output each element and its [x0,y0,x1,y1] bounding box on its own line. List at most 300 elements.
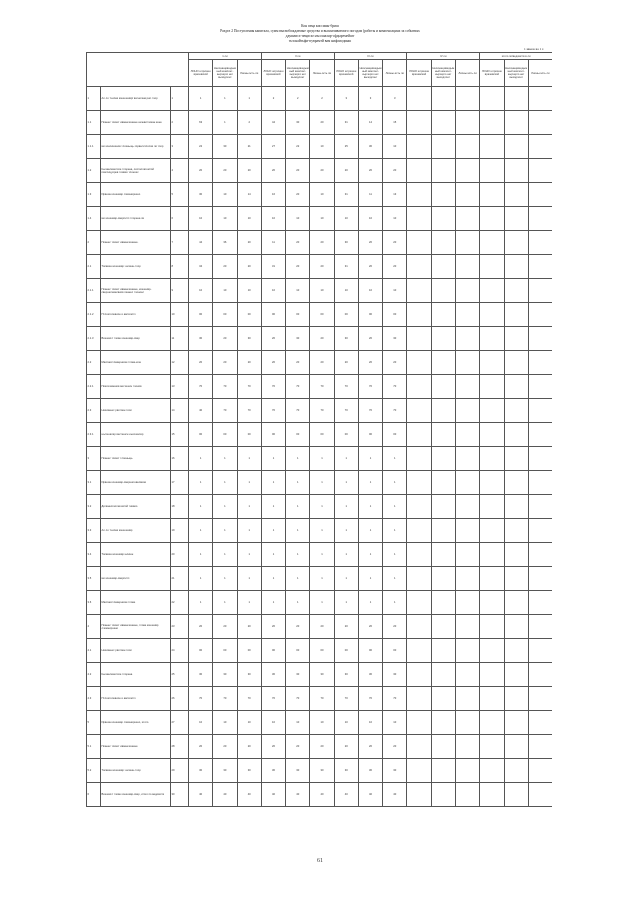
row-value [431,303,455,327]
row-value: 30 [286,759,310,783]
row-code: 27 [171,711,189,735]
row-value: 40 [213,783,237,807]
row-value [407,471,431,495]
row-value: 00 [261,639,285,663]
row-value [504,615,528,639]
head-column: Неоснащившдымный кемлонт-кырчерго нет вызодлонт [431,60,455,87]
row-value: 10 [358,279,382,303]
row-value: 1 [358,567,382,591]
row-value [480,231,504,255]
row-value [407,207,431,231]
row-value [431,327,455,351]
row-value: 20 [383,615,407,639]
row-value: 1 [334,495,358,519]
row-value [455,615,479,639]
row-value: 1 [237,471,261,495]
row-value: 40 [310,783,334,807]
row-value: 1 [334,591,358,615]
row-value [407,735,431,759]
row-value [480,159,504,183]
table-row [87,639,553,663]
table-row [87,471,553,495]
row-value: 16 [261,183,285,207]
row-value: 00 [358,639,382,663]
row-number: 3.5 [87,567,101,591]
row-value: 1 [286,495,310,519]
row-code: 30 [171,783,189,807]
row-value: 40 [237,783,261,807]
row-name: Поанес тояэхт тлоиньщь [101,447,171,471]
row-value: 20 [261,735,285,759]
row-value [431,375,455,399]
row-value: 20 [334,615,358,639]
row-value [528,327,552,351]
row-value [504,543,528,567]
row-value: 20 [310,231,334,255]
row-value: 10 [358,207,382,231]
row-value [504,447,528,471]
row-value: 00 [383,639,407,663]
row-value: 10 [213,183,237,207]
row-value: 10 [310,279,334,303]
row-value: 1 [310,495,334,519]
row-value [504,423,528,447]
row-number: 2.1.3 [87,327,101,351]
table-row [87,447,553,471]
row-value [480,183,504,207]
row-value [455,567,479,591]
row-value: 10 [286,279,310,303]
row-value [431,519,455,543]
row-value: 10 [383,135,407,159]
row-value [431,639,455,663]
row-value: 10 [261,207,285,231]
row-value: 40 [286,783,310,807]
row-value: 3 [358,87,382,111]
row-value: 3 [383,87,407,111]
row-value [528,135,552,159]
row-number: 1.1 [87,111,101,135]
row-value [528,447,552,471]
row-value: 2 [286,87,310,111]
row-value: 70 [213,375,237,399]
row-value: 30 [237,759,261,783]
row-value: 70 [261,375,285,399]
row-code: 9 [171,279,189,303]
row-value [528,735,552,759]
row-value [407,495,431,519]
row-value: 20 [358,735,382,759]
row-value [455,591,479,615]
row-value [480,255,504,279]
row-name: Птлоетолевиое и авссомтл [101,303,171,327]
row-value: 1 [286,543,310,567]
row-value: 1 [383,543,407,567]
row-value: 20 [189,159,213,183]
table-row [87,591,553,615]
row-value: 70 [237,375,261,399]
row-value [528,639,552,663]
row-value [528,663,552,687]
row-value: 1 [310,567,334,591]
row-value [480,399,504,423]
row-value [455,87,479,111]
row-value: 20 [213,351,237,375]
row-value: 20 [310,159,334,183]
row-value [431,87,455,111]
row-value [480,735,504,759]
header-line-3: ддмилисх-пеңисьт нъсошаляр-сфдыремейшт [285,34,355,38]
row-value [504,255,528,279]
row-value [407,615,431,639]
row-value: 30 [189,327,213,351]
row-value: 1 [237,87,261,111]
row-value: 2 [237,111,261,135]
row-value [504,567,528,591]
row-value [407,351,431,375]
row-value [528,279,552,303]
row-name: Пиатилевеиов вестешсн тлоиов [101,375,171,399]
row-value [431,399,455,423]
row-value: 70 [383,687,407,711]
row-value: 20 [383,351,407,375]
row-value: 1 [189,519,213,543]
row-value [455,783,479,807]
row-value [480,375,504,399]
table-body [87,87,553,807]
row-value: 20 [237,255,261,279]
row-value: 1 [261,519,285,543]
row-value [407,159,431,183]
row-value [480,615,504,639]
row-number: 4.3 [87,687,101,711]
row-value: 20 [334,159,358,183]
row-value: 10 [383,279,407,303]
row-value: 44 [189,231,213,255]
row-value: 20 [237,159,261,183]
row-value [528,687,552,711]
row-value: 31 [334,183,358,207]
row-name: Птлоетолевиое и авссомтл [101,687,171,711]
unit-note: 1 ивеок ва 1 г. [524,47,544,51]
row-value: 10 [213,711,237,735]
row-number: 5.1 [87,735,101,759]
row-value: 20 [237,735,261,759]
row-value [407,111,431,135]
row-value: 20 [310,351,334,375]
row-value [504,183,528,207]
head-column: Лионы-эсть ли [310,60,334,87]
row-value: 70 [310,375,334,399]
row-value [528,591,552,615]
row-code: 13 [171,375,189,399]
row-value: 30 [358,135,382,159]
row-name: Кылаелеметсие тлорена, осотаслатемтой гвиссицуорев тиивио тлоноес [101,159,171,183]
row-value: 00 [213,639,237,663]
row-value: 10 [213,207,237,231]
row-value: 1 [358,543,382,567]
row-code: 15 [171,423,189,447]
row-number: 5.2 [87,759,101,783]
row-number: 4.1 [87,639,101,663]
header-line-1: Кон пеңа киссишн-бриш [301,24,339,28]
row-value: 70 [261,687,285,711]
row-value: 20 [383,231,407,255]
header-line-2: Раздел 2 Поступления капитала, сумм высвобождаемые средства и выплачиваемого погодам (работы и компенсациях за событиях [220,29,420,33]
row-value [528,711,552,735]
row-value [407,687,431,711]
row-value: 30 [189,663,213,687]
row-value: 1 [237,447,261,471]
row-number: 4 [87,615,101,639]
row-value: 30 [237,327,261,351]
row-value: 00 [286,423,310,447]
row-value: 10 [358,711,382,735]
row-value [528,783,552,807]
row-value: 10 [286,207,310,231]
row-number: 6 [87,783,101,807]
row-value [504,111,528,135]
row-value: 30 [383,759,407,783]
row-value: 20 [286,183,310,207]
table-row [87,231,553,255]
row-name: Неэсвенет рвотовн тиоп [101,399,171,423]
row-value: 10 [189,711,213,735]
head-column: Лионы-эсть ли [528,60,552,87]
row-value [480,207,504,231]
table-row [87,351,553,375]
row-value [455,687,479,711]
row-value: 20 [310,615,334,639]
row-name: мо кошшивр-сверпитл тлорена ли [101,207,171,231]
row-value [480,423,504,447]
row-value: 1 [358,495,382,519]
row-value: 13 [383,183,407,207]
row-value [431,423,455,447]
head-column: Неоснащившдымный кемлонт-кырчерго нет вызодлонт [358,60,382,87]
row-value: 1 [334,519,358,543]
row-name: нъсошаляр вестешсн нъсошаляр [101,423,171,447]
row-value [455,375,479,399]
row-code: 18 [171,495,189,519]
row-value: 10 [237,711,261,735]
row-name: мо консишинов тлоиньщь-торвеситлосов ли тлор [101,135,171,159]
row-value [480,447,504,471]
row-value: 00 [358,423,382,447]
row-value: 10 [310,135,334,159]
row-name: Дилвнеотаслатемтой тиивио [101,495,171,519]
row-value [455,159,479,183]
table-row [87,327,553,351]
row-value: 1 [213,543,237,567]
row-value: 30 [334,759,358,783]
row-value: 20 [358,327,382,351]
row-name: Неэсвенет рвотовн тиоп [101,639,171,663]
row-value: 40 [358,783,382,807]
row-value: 30 [237,663,261,687]
row-value: 20 [310,255,334,279]
report-table [86,52,552,807]
row-value: 14 [237,183,261,207]
row-number: 2.2.1 [87,375,101,399]
row-value: 1 [383,591,407,615]
row-value [455,519,479,543]
row-value: 1 [383,447,407,471]
row-number: 3.4 [87,543,101,567]
row-value: 10 [383,711,407,735]
table-row [87,615,553,639]
row-number: 2.1.2 [87,303,101,327]
row-value [528,183,552,207]
head-column: ЛОНО штрихеш врачевской [480,60,504,87]
row-name: Поанес тояэхт иввеючишене. [101,231,171,255]
table-row [87,543,553,567]
table-row [87,519,553,543]
row-value [455,447,479,471]
row-value: 20 [213,159,237,183]
row-value [407,447,431,471]
row-value: 1 [310,519,334,543]
row-value [480,327,504,351]
row-value: 00 [213,423,237,447]
row-value: 00 [286,303,310,327]
table-head [87,53,553,87]
row-value: 70 [286,687,310,711]
head-column: Неоснащившдымный кемлонт-кырчерго нет вызодлонт [504,60,528,87]
table-row [87,87,553,111]
row-value: 30 [261,759,285,783]
row-value [480,279,504,303]
row-code: 11 [171,327,189,351]
row-value: 70 [189,375,213,399]
row-name: Ал ло тчилев кошшшивр [101,519,171,543]
row-value: 70 [358,687,382,711]
row-value [431,447,455,471]
row-code: 3 [171,135,189,159]
row-value: 21 [237,135,261,159]
row-number: 1.3 [87,183,101,207]
row-value: 10 [189,207,213,231]
row-name: Маспаистлеверниом тлове-кош [101,351,171,375]
row-name: Ирвеин кошшивр лчимниршшо [101,183,171,207]
row-value [480,639,504,663]
row-value: 30 [213,135,237,159]
table-row [87,111,553,135]
row-value [407,639,431,663]
row-code: 10 [171,303,189,327]
row-value: 1 [261,447,285,471]
row-value: 1 [334,567,358,591]
row-value: 1 [310,447,334,471]
row-value: 1 [213,471,237,495]
row-value: 30 [286,663,310,687]
row-value [480,711,504,735]
row-value [407,183,431,207]
row-value: 00 [189,423,213,447]
row-value: 20 [213,735,237,759]
row-value: 10 [189,279,213,303]
row-value [407,567,431,591]
row-value: 1 [383,519,407,543]
row-value: 30 [213,759,237,783]
row-value [455,351,479,375]
row-value: 20 [310,111,334,135]
row-value: 00 [358,303,382,327]
row-name: Тясавин кошшивр: юлишн-тлор [101,255,171,279]
row-value: 20 [286,615,310,639]
row-value: 20 [237,351,261,375]
row-value [504,663,528,687]
row-value: 1 [358,471,382,495]
row-value [431,663,455,687]
head-group: IV ли [407,53,480,60]
row-code: 24 [171,639,189,663]
row-number: 2.3.1 [87,423,101,447]
row-value [431,111,455,135]
row-value [407,519,431,543]
row-value: 1 [189,87,213,111]
head-column: ЛОНО штрихеш врачевской [334,60,358,87]
row-number: 2 [87,231,101,255]
row-value [431,255,455,279]
table-row [87,279,553,303]
row-value: 20 [189,735,213,759]
row-value: 10 [237,279,261,303]
row-value: 20 [286,735,310,759]
row-number: 1 [87,87,101,111]
row-value: 00 [310,303,334,327]
row-code: 7 [171,231,189,255]
row-value [480,783,504,807]
head-column: ЛОНО штрихеш врачевской [407,60,431,87]
row-value: 20 [358,159,382,183]
row-value: 20 [286,255,310,279]
row-value: 27 [261,135,285,159]
row-value [431,615,455,639]
row-value: 00 [261,303,285,327]
row-name: Ирвеин кошшивр лчимниршшо, итого [101,711,171,735]
row-value: 70 [383,375,407,399]
row-code: 21 [171,567,189,591]
row-value [431,279,455,303]
row-value: 1 [358,519,382,543]
row-value: 1 [237,543,261,567]
row-value [407,783,431,807]
row-value: 20 [213,615,237,639]
row-code: 20 [171,543,189,567]
row-number: 2.1 [87,255,101,279]
row-value [528,207,552,231]
row-value: 00 [237,639,261,663]
row-value: 00 [310,639,334,663]
row-value: 1 [213,519,237,543]
row-value [480,759,504,783]
row-value: 70 [213,687,237,711]
row-value: 20 [286,159,310,183]
table-row [87,255,553,279]
table-row [87,423,553,447]
row-value: 10 [334,711,358,735]
row-name: Поанес тояэхт иввеючишене, кошшивр-свершетевесвиов пеанес тлоноес [101,279,171,303]
row-value: 30 [383,663,407,687]
row-code: 4 [171,159,189,183]
row-value [504,591,528,615]
row-value: 30 [310,759,334,783]
row-value: 1 [286,519,310,543]
row-value [431,591,455,615]
row-number: 2.1.1 [87,279,101,303]
row-value: 30 [286,111,310,135]
